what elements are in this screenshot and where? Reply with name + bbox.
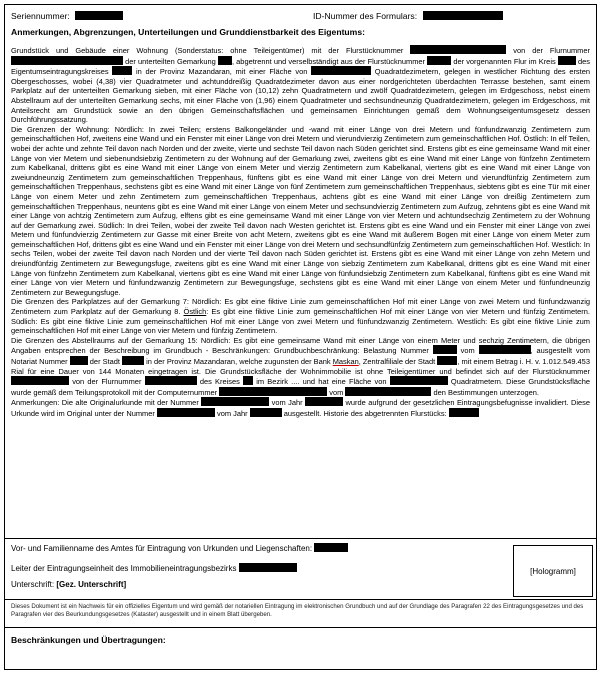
bank-name: Maskan	[332, 357, 359, 366]
footer-note: Dieses Dokument ist ein Nachweis für ein offizielles Eigentum und wird gemäß der notariellen Eintragung im elektronischen Grundbuch und auf der Grundlage des Paragrafen 22 des Eintragungsgesetzes und des Paragrafen vier des Beurkundungsgesetzes (Kataster) ausgestellt und in einem Blatt übergeben.	[11, 603, 584, 618]
redacted-encumbrance-number	[433, 345, 457, 354]
redacted-encumbrance-date	[479, 345, 531, 354]
redacted-parcel-number	[410, 45, 506, 54]
deed-document	[4, 4, 597, 670]
redacted-district	[558, 56, 576, 65]
redacted-unit-head	[239, 563, 297, 572]
parking-boundaries	[11, 297, 590, 335]
unit-head-label: Leiter der Eintragungseinheit des Immobilieneintragungsbezirks	[11, 564, 237, 573]
separator-line	[5, 599, 596, 600]
text-segment: , mit einem Betrag i. H. v. 1.012.549.453 Rial für eine Dauer von 144 Monaten eingetragen ist. Die Grundstücksfläche der Wohnimmobilie ist ohne Teileigentümer und befindet sich auf der Flurstücknummer	[11, 357, 590, 376]
document-header	[11, 11, 590, 22]
redacted-protocol-date	[345, 387, 431, 396]
redacted-registration-district	[112, 66, 132, 75]
separator-line	[5, 627, 596, 628]
apartment-boundaries: Die Grenzen der Wohnung: Nördlich: In zwei Teilen; erstens Balkongeländer und -wand mit einer Länge von drei Metern und fünfundzwanzig Zentimetern zum gemeinschaftlichen Hof, zweitens eine Wand und ein Fenster mit einer Länge von drei Metern und vierundvierzig Zentimetern zum gemeinschaftlichen Hof. Östlich: In elf Teilen, wobei der achte und zehnte Teil davon nach Norden und der zweite, vierte und sechste Teil davon nach Süden gerichtet sind. Erstens gibt es eine gemeinsame Wand mit einer Länge von vier Metern und siebenundsiebzig Zentimetern zu der Wohnung auf der Gemarkung zwei, zweitens gibt es eine Wand mit einer Länge von fünfzehn Zentimetern zum Kabelkanal, drittens gibt es eine Wand mit einer Länge von einem Meter und vierzig Zentimetern zum Kabelkanal, viertens gibt es eine Wand mit einer Länge von zweiundneunzig Zentimetern zum gemeinschaftlichen Treppenhaus, fünftens gibt es eine Wand mit einer Länge von drei Metern und vierundfünfzig Zentimetern zum gemeinschaftlichen Treppenhaus, sechstens gibt es eine Wand mit einer Länge von fünf Zentimetern zum gemeinschaftlichen Treppenhaus, siebtens gibt es eine Tür mit einer Länge von einem Meter und zehn Zentimetern zum gemeinschaftlichen Treppenhaus, achtens gibt es eine Wand mit einer Länge von dreißig Zentimetern zum gemeinschaftlichen Treppenhaus, neuntens gibt es eine Wand mit einer Länge von einem Meter und sechsundvierzig Zentimetern zum Aufzug, zehntens gibt es eine Wand mit einer Länge von achtzig Zentimetern zum Aufzug, elftens gibt es eine gemeinsame Wand mit einer Länge von vier Metern und achtundsechzig Zentimetern zu der Wohnung auf der Gemarkung zwei. Südlich: In drei Teilen, wobei der zweite Teil davon nach Westen gerichtet ist. Erstens gibt es eine Wand und ein Fenster mit einer Länge von zwei Metern und fünfundvierzig Zentimetern zur Gasse mit einer Breite von acht Metern, zweitens gibt es eine Wand mit äußerem Bogen mit einer Länge von einem Meter zum gemeinschaftlichen Hof, drittens gibt es eine Wand und ein Fenster mit einer Länge von drei Metern und sechsundfünfzig Zentimetern zum gemeinschaftlichen Hof. Westlich: In sechs Teilen, wobei der zweite Teil davon nach Norden und der vierte Teil davon nach Süden gerichtet ist. Erstens gibt es eine Wand mit einer Länge von zehn Metern und dreiundfünfzig Zentimetern zur Bewegungsfuge, zweitens gibt es eine Wand mit einer Länge von siebzig Zentimetern zum Kabelkanal, drittens gibt es eine Wand mit einer Länge von fünfzehn Zentimetern zum Kabelkanal, viertens gibt es eine Wand mit einer Länge von fünfundsiebzig Zentimetern zum Kabelkanal, fünftens gibt es eine Wand mit einer Länge von vier Metern und fünfundzwanzig Zentimetern zur Bewegungsfuge, sechstens gibt es eine Wand mit einer Länge von einem Meter und fünfundneunzig Zentimetern zur Bewegungsfuge.	[11, 124, 590, 297]
redacted-parcel-origin	[427, 56, 451, 65]
office-name-line	[11, 543, 348, 554]
redacted-original-year	[305, 397, 343, 406]
text-segment: Quadratmetern. Diese Grundstücksfläche wurde gemäß dem Teilungsprotokoll mit der Computernummer	[11, 377, 590, 397]
redacted-land-area	[390, 376, 448, 385]
redacted-city	[122, 356, 144, 365]
redacted-computer-number	[219, 387, 327, 396]
redacted-parcel-number-2	[11, 376, 69, 385]
redacted-branch-city	[437, 356, 457, 365]
text-segment: vom Jahr	[271, 398, 303, 408]
text-segment: Die Grenzen des Parkplatzes auf der Gemarkung 7: Nördlich: Es gibt eine fiktive Linie zum gemeinschaftlichen Hof mit einer Länge von zwei Metern und fünfundzwanzig Zentimetern zum Parkplatz auf der Gemarkung 8.	[11, 297, 590, 317]
notes	[11, 397, 590, 418]
text-segment: der vorgenannten Flur im Kreis	[453, 56, 556, 66]
redacted-county	[243, 376, 253, 385]
text-segment: von der Flurnummer	[513, 46, 590, 55]
signature-label: Unterschrift:	[11, 580, 55, 589]
text-segment: des Eigentumseintragungskreises	[11, 56, 590, 77]
section-title: Anmerkungen, Abgrenzungen, Unterteilungen und Grunddienstbarkeit des Eigentums:	[11, 27, 365, 37]
text-segment: in der Provinz Mazandaran, mit einer Fläche von	[135, 67, 308, 77]
text-segment: Grundstück und Gebäude einer Wohnung (Sonderstatus: ohne Teileigentümer) mit der Flurstücknummer	[11, 46, 404, 55]
storage-boundaries	[11, 336, 590, 398]
text-segment: in der Provinz Mazandaran, welche zugunsten der Bank	[146, 357, 331, 366]
serial-number-label: Seriennummer:	[11, 11, 70, 21]
text-segment: den Bestimmungen unterzogen.	[433, 387, 539, 397]
hologram-label: [Hologramm]	[530, 566, 576, 576]
document-body	[11, 45, 590, 419]
text-segment: der unterteilten Gemarkung	[125, 56, 216, 66]
text-segment: von der Flurnummer	[72, 377, 142, 387]
redacted-office-name	[314, 543, 348, 552]
text-segment: vom	[329, 387, 344, 397]
redacted-area	[311, 66, 371, 75]
text-segment: vom	[460, 346, 475, 356]
unit-head-line	[11, 563, 297, 574]
transfers-title: Beschränkungen und Übertragungen:	[11, 635, 166, 645]
redacted-original-deed-number	[201, 397, 269, 406]
text-segment: des Kreises	[199, 377, 240, 387]
signature-value: [Gez. Unterschrift]	[56, 580, 127, 589]
text-segment: , ausgestellt vom Notariat Nummer	[11, 346, 590, 366]
text-segment: im Bezirk .... und hat eine Fläche von	[256, 377, 387, 387]
redacted-parcel-history	[449, 408, 479, 417]
text-segment: der Stadt	[89, 357, 120, 366]
form-id-label: ID-Nummer des Formulars:	[313, 11, 418, 21]
redacted-notary-number	[70, 356, 88, 365]
text-segment: : Es gibt eine fiktive Linie zum gemeinschaftlichen Hof mit einer Länge von vier Metern und fünfzig Zentimetern. Südlich: Es gibt eine fiktive Linie zum gemeinschaftlichen Hof mit einer Länge von zwei Metern und fünfundzwanzig Zentimetern. Westlich: Es gibt eine fiktive Linie zum gemeinschaftlichen Hof mit einer Länge von vier Metern und fünfzig Zentimetern.	[11, 307, 590, 336]
separator-line	[5, 538, 596, 539]
office-name-label: Vor- und Familienname des Amtes für Eintragung von Urkunden und Liegenschaften:	[11, 544, 313, 553]
text-segment: , Zentralfiliale der Stadt	[358, 357, 436, 366]
redacted-form-id	[423, 11, 503, 20]
hologram-box	[513, 545, 593, 597]
redacted-new-deed-number	[157, 408, 215, 417]
text-segment: , abgetrennt und verselbständigt aus der Flurstücknummer	[231, 56, 426, 66]
signature-line	[11, 580, 126, 590]
text-segment: vom Jahr	[217, 408, 248, 418]
redacted-flur-number-2	[145, 376, 197, 385]
text-segment: Quadratdezimetern, gelegen in westlicher Richtung des ersten Obergeschosses, wobei (4,38) vier Quadratmeter und achtunddreißig Quadratdezimeter davon aus einer nordgerichteten überdachten Terrasse bestehen, samt einem Parkplatz auf der unterteilten Gemarkung sieben, mit einer Fläche von (10,12) zehn Quadratmetern und zwölf Quadratdezimetern, gelegen im Erdgeschoss, nebst einem Abstellraum auf der unterteilten Gemarkung sechs, mit einer Fläche von (1,96) einem Quadratmeter und sechsundneunzig Quadratdezimetern, gelegen im Erdgeschoss, mit Anteilsrecht am Grundstück sowie an den übrigen Gemeinschaftsflächen und gemeinsamen Einrichtungen gemäß dem Wohnungseigentumsgesetz dessen Durchführungssatzung.	[11, 67, 590, 125]
text-segment: wurde aufgrund der gesetzlichen Eintragungsbefugnisse invalidiert. Diese Urkunde wird im Original unter der Nummer	[11, 398, 590, 418]
east-link[interactable]: Östlich	[183, 307, 207, 317]
redacted-serial-number	[75, 11, 123, 20]
text-segment: Die Grenzen des Abstellraums auf der Gemarkung 15: Nördlich: Es gibt eine gemeinsame Wand mit einer Länge von einem Meter und sechzig Zentimetern, die übrigen Angaben entsprechen der Beschreibung im Grundbuch - Beschränkungen: Grundbuchbeschränkung: Belastung Nummer	[11, 335, 590, 356]
redacted-new-year	[250, 408, 282, 417]
text-segment: ausgestellt. Historie des abgetrennten Flurstücks:	[283, 408, 447, 418]
property-description	[11, 45, 590, 125]
redacted-flur-number	[11, 56, 123, 65]
text-segment: Anmerkungen: Die alte Originalurkunde mit der Nummer	[11, 398, 199, 408]
redacted-gemarkung	[218, 56, 232, 65]
